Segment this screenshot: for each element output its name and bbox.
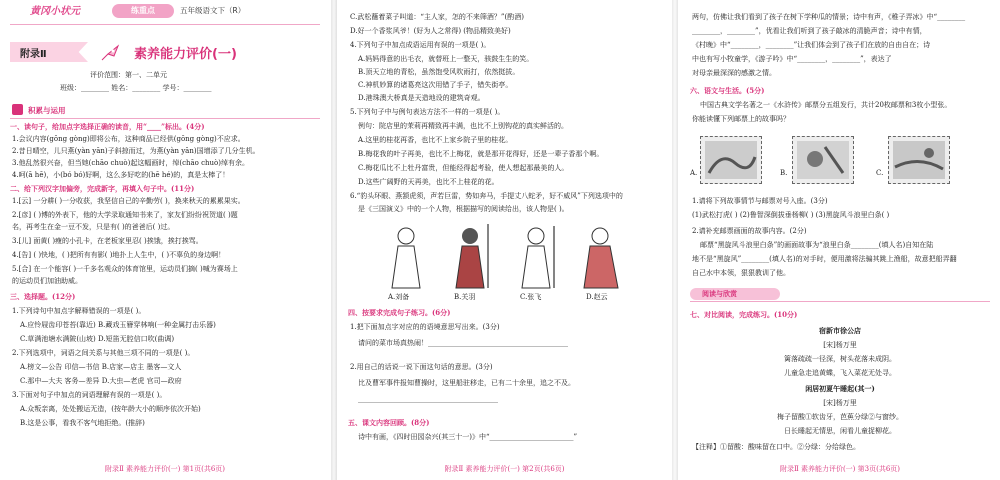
question-line: C.草满池塘水满陂(山坡) D.短笛无腔信口吹(曲调) [20,335,175,343]
figure-caption: A.刘备 [388,293,410,301]
poem-title: 宿新市徐公店 [819,326,861,335]
question-line: (1)武松打虎( ) (2)鲁智深倒拔垂杨柳( ) (3)黑旋风斗浪里白条( ) [692,211,890,219]
question-line: 3.下面对句子中加点的词语理解有误的一项是( )。 [12,391,167,399]
annotation-note: 【注释】①留酸：酸味留在口中。②分绿：分给绿色。 [692,443,860,451]
read-banner: 阅读与欣赏 [702,289,737,298]
section-heading: 积累与运用 [28,106,66,115]
stamp-label: C. [876,169,884,177]
page-gutter [331,0,337,480]
question-line: C.神机妙算的诸葛亮这次用错了手子，错失街亭。 [358,81,513,89]
question-heading: 三、选择题。(12分) [10,292,76,301]
question-line: 5.下列句子中与例句表达方法不一样的一项是( )。 [350,108,505,116]
stamp-label: A. [690,169,698,177]
figure-caption: D.赵云 [586,293,608,301]
question-line: 3.[儿] 面黄( )瘦的小孔卡，在老板家里忍( )挨饿，挨打挨骂。 [12,237,203,245]
question-line: 2.用自己的话说一说下面这句话的意思。(3分) [350,363,493,371]
question-line: A.妈妈得意的出毛衣，就替班上一整天，骇鼓生生的笑。 [358,55,534,63]
question-line: C.武松蘸着菜子叫道：“主人家，怎的不来筛酒？”(酌酒) [350,13,524,21]
question-line: 4.呵(ā hē)，小(bó bó)好啊，这么多好吃的(hē hé)的，真是太棒了！ [12,171,230,179]
question-line: 2.下列选项中，词语之间关系与其他三项不同的一项是( )。 [12,349,195,357]
page-header [0,0,330,36]
scope: 评价范围：第一、二单元 [90,71,167,79]
figure-zhaoyun [584,228,618,288]
question-line: 自己水中本领，狠狠教训了他。 [692,269,790,277]
question-line: A.榜文—公告 印信—书信 B.店家—店主 墨客—文人 [20,363,182,371]
poem-line: 儿童急走追黄蝶，飞入菜花无处寻。 [784,369,896,377]
page-footer: 附录Ⅱ 素养能力评价(一) 第3页(共6页) [779,464,901,473]
rocket-icon [100,44,122,62]
character-figures [378,222,628,290]
question-line: 1.[云] 一分耕( )一分收获，我坚信自己的辛勤劳( )，换来秋天的累累果实。 [12,197,245,205]
question-line: 地不是“黑旋风”________(填人名)的对手时，便用激将法骗其跳上渔船，故意把船弄翻 [692,255,957,263]
question-line: 1.会议内容(gōng gòng)即将公布，这种商品已经供(gōng gòng)不应求。 [12,135,245,143]
question-heading: 二、给下列汉字加偏旁，完成新字，再填入句子中。(11分) [10,184,195,193]
figure-caption: C.张飞 [520,293,542,301]
question-line: 邮票“黑旋风斗浪里白条”的画面故事为“浪里白条________(填人名)自知在陆 [700,241,934,249]
question-heading: 六、语文与生活。(5分) [690,86,765,95]
question-line: 中国古典文学名著之一《水浒传》邮票分五组发行，共计20枚邮票和3枚小型张。 [700,101,952,109]
stamp-image [700,136,762,184]
question-heading: 四、按要求完成句子练习。(6分) [348,308,451,317]
question-line: 1.把下面加点字对应的的语境意思写出来。(3分) [350,323,500,331]
poem-author: [宋]杨万里 [823,399,857,407]
figure-liubei [392,228,420,288]
poem-author: [宋]杨万里 [823,341,857,349]
question-line: 比及曹军事件报知曹操时，这里船驻移走，已有二十余里，追之不及。 [358,379,575,387]
poem-line: 篱落疏疏一径深，树头花落未成阴。 [784,355,896,363]
question-line: B.这是公事，看我不客气地拒绝。(推辞) [20,419,145,427]
question-line: 例句：院店里的茉莉再精致再丰满，也比不上别钩花的真实鲜活的。 [358,122,568,130]
question-line: 4.下列句子中加点成语运用有误的一项是( )。 [350,41,491,49]
stamp-label: B. [780,169,788,177]
question-line: A.这里的桂花再香，也比不上家乡院子里的桂花。 [358,136,513,144]
student-fields: 班级：________ 姓名：________ 学号：________ [60,84,212,92]
page-gutter [672,0,678,480]
question-heading: 七、对比阅读，完成练习。(10分) [690,310,798,319]
question-line: 1.请将下列故事情节与邮票对号入座。(3分) [692,197,828,205]
question-line: 3.他乱然很兴奋，但当她(chāo chuò)起这幅画时，绰(chāo chuò)绰有余。 [12,159,249,167]
appendix-label: 附录Ⅱ [20,49,47,60]
question-line: B.梅花我的叶子再美，也比不上梅花，就是那开花得好，还是一辈子香那个啊。 [358,150,604,158]
brand-logo: 黄冈小状元 [30,6,80,17]
question-line: ________________________________________ [358,395,498,403]
question-line: 请问的菜市场真热闹！________________________________________ [358,339,568,347]
question-line: 2.请补充邮票画面的故事内容。(2分) [692,227,807,235]
divider [690,301,990,302]
figure-caption: B.关羽 [454,293,476,301]
grade-label: 五年级语文下（R） [180,6,246,15]
question-line: D.好一个香浆风爷！(好为人之常得) (物品精致美好) [350,27,511,35]
question-line: 《村晚》中“________，________”让我们体会到了孩子们在放的自由自在；诗 [692,41,931,49]
poem-line: 梅子留酸①软齿牙，芭蕉分绿②与窗纱。 [777,413,903,421]
section-icon [12,104,23,115]
question-line: D.港珠澳大桥真是天造地设的建筑奇观。 [358,94,485,102]
question-line: D.这些广阔野的天再美，也比不上桂花的花。 [358,178,499,186]
question-line: 5.[合] 在一个能容( )一千多名观众的体育馆里，运动员们摘( )喊为赛场上 [12,265,238,273]
question-line: 2.昔日晴空，儿只燕(yàn yān)子斜掠而过，为燕(yàn yān)国增添了几分生机。 [12,147,260,155]
poem-line: 日长睡起无情思，闲看儿童捉柳花。 [784,427,896,435]
question-line: 两句，仿佛让我们看到了孩子在树下学种瓜的情景；诗中有声，《稚子弄冰》中“________ [692,13,966,21]
question-line: 名，再考生在金一豆不发，只是有( )的爸爸后( )过。 [12,223,175,231]
question-line: 2.[彦] ( )博的外表下，他的大学录取通知书来了，家友们纷纷祝贺道( )题 [12,211,238,219]
divider [10,118,320,119]
question-line: 是《三国演义》中的一个人物，根据描写的阅读给出，该人物是( )。 [358,205,569,213]
stamp-image [792,136,854,184]
page-1 [0,0,330,480]
question-heading: 五、课文内容回顾。(8分) [348,418,430,427]
divider [10,24,320,25]
page-title: 素养能力评价(一) [134,47,237,62]
question-line: 的运动员们加油助威。 [12,277,82,285]
header-tab: 练重点 [112,4,174,18]
figure-zhangfei [522,226,554,288]
poem-title: 闲居初夏午睡起(其一) [805,384,875,393]
stamp-image [888,136,950,184]
page-3 [680,0,1000,480]
question-line: 中也有写小牧童学，《游子吟》中“________，________”，表达了 [692,55,892,63]
page-footer: 附录Ⅱ 素养能力评价(一) 第2页(共6页) [444,464,565,473]
page-footer: 附录Ⅱ 素养能力评价(一) 第1页(共6页) [104,464,226,473]
question-line: 你能读懂下列邮票上的故事吗？ [692,115,790,123]
question-heading: 一、读句子，给加点字选择正确的读音，用“____”标出。(4分) [10,122,205,131]
question-line: A.应怜屐齿印苍苔(靠近) B.藏戏玉簪穿林响(一种金属打击乐器) [20,321,216,329]
question-line: C.梅花瓜比不上牡丹富贵，但能经得起考验，使人想起那最美的人。 [358,164,569,172]
figure-guanyu [456,224,488,288]
question-line: 6.“豹头环眼、燕颔虎须，声若巨雷，势如奔马，手提丈八蛇矛，好不威风”下列选项中的 [350,192,623,200]
question-line: 1.下列诗句中加点字解释错误的一项是( )。 [12,307,146,315]
question-line: ________，________”，优看让我们听到了孩子敲冰的清脆声音；诗中有情， [692,27,927,35]
question-line: A.众叛亲离，处处搬运无造，(按年龄大小的顺序依次开始) [20,405,201,413]
page-2 [338,0,671,480]
question-line: 4.[告] ( )快地，( )把所有有影( )地扑上人生中，( )不辜负的身边啊！ [12,251,226,259]
question-line: B.顶天立地的青松，虽然饱受风吹雨打，依然挺拔。 [358,68,520,76]
question-line: C.那中—大夫 客务—差异 D.大虫—老虎 官司—政府 [20,377,182,385]
question-line: 诗中有画，《四时田园杂兴(其三十一)》中“________________________” [358,433,578,441]
question-line: 对母亲最深深的感激之情。 [692,69,776,77]
